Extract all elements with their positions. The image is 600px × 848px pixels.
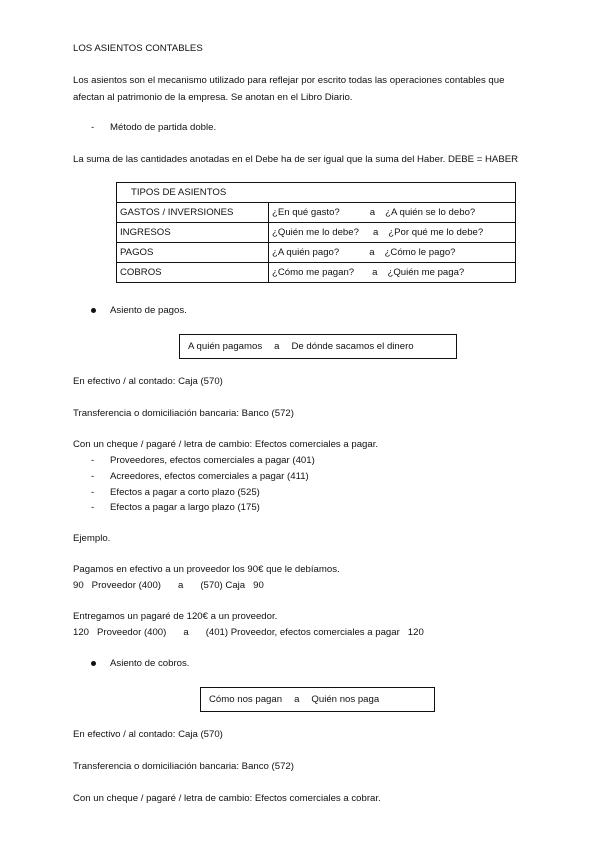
box-right-text: Quién nos paga bbox=[311, 694, 380, 705]
entry-amount-credit: 120 bbox=[407, 627, 424, 638]
example-2-text: Entregamos un pagaré de 120€ a un proveedor. bbox=[73, 611, 278, 622]
intro-paragraph-line-2: afectan al patrimonio de la empresa. Se anotan en el Libro Diario. bbox=[73, 92, 353, 103]
entry-credit: (570) Caja bbox=[200, 580, 246, 591]
pagos-formula-box bbox=[179, 334, 457, 359]
tipos-asientos-table bbox=[116, 182, 516, 283]
list-item: Efectos a pagar a corto plazo (525) bbox=[110, 487, 260, 498]
question-a: a bbox=[372, 227, 379, 238]
pagos-efectivo: En efectivo / al contado: Caja (570) bbox=[73, 376, 223, 387]
question-a: a bbox=[372, 267, 378, 278]
question-left: ¿En qué gasto? bbox=[272, 207, 340, 218]
question-right: ¿A quién se lo debo? bbox=[385, 207, 476, 218]
table-header: TIPOS DE ASIENTOS bbox=[117, 183, 516, 203]
box-left-text: A quién pagamos bbox=[188, 341, 263, 352]
entry-a: a bbox=[183, 627, 189, 638]
intro-paragraph-line-1: Los asientos son el mecanismo utilizado para reflejar por escrito todas las operaciones contables que bbox=[73, 75, 505, 86]
row-questions bbox=[269, 263, 516, 283]
asiento-pagos-heading: Asiento de pagos. bbox=[110, 305, 187, 316]
entry-amount: 120 bbox=[73, 627, 90, 638]
debe-haber-rule: La suma de las cantidades anotadas en el Debe ha de ser igual que la suma del Haber. DEBE = HABER bbox=[73, 154, 519, 165]
example-1-entry bbox=[73, 580, 264, 591]
pagos-transferencia: Transferencia o domiciliación bancaria: Banco (572) bbox=[73, 408, 294, 419]
list-item: Acreedores, efectos comerciales a pagar (411) bbox=[110, 471, 309, 482]
row-type: PAGOS bbox=[117, 243, 269, 263]
entry-debit: Proveedor (400) bbox=[97, 627, 167, 638]
entry-a: a bbox=[178, 580, 184, 591]
entry-debit: Proveedor (400) bbox=[91, 580, 161, 591]
table-row bbox=[117, 263, 516, 283]
dash-bullet: - bbox=[91, 455, 95, 466]
bullet-icon bbox=[91, 308, 96, 313]
table-row bbox=[117, 203, 516, 223]
partida-doble-item: Método de partida doble. bbox=[110, 122, 217, 133]
entry-amount: 90 bbox=[73, 580, 84, 591]
table-row bbox=[117, 243, 516, 263]
ejemplo-label: Ejemplo. bbox=[73, 533, 111, 544]
row-type: COBROS bbox=[117, 263, 269, 283]
box-a-text: a bbox=[274, 341, 280, 352]
question-right: ¿Cómo le pago? bbox=[384, 247, 456, 258]
box-left-text: Cómo nos pagan bbox=[209, 694, 283, 705]
question-a: a bbox=[369, 247, 375, 258]
table-header-row bbox=[117, 183, 516, 203]
asiento-cobros-heading: Asiento de cobros. bbox=[110, 658, 190, 669]
box-a-text: a bbox=[294, 694, 300, 705]
question-left: ¿Cómo me pagan? bbox=[272, 267, 355, 278]
dash-bullet: - bbox=[91, 487, 95, 498]
cobros-transferencia: Transferencia o domiciliación bancaria: Banco (572) bbox=[73, 761, 294, 772]
row-questions bbox=[269, 203, 516, 223]
row-type: INGRESOS bbox=[117, 223, 269, 243]
question-right: ¿Quién me paga? bbox=[387, 267, 465, 278]
page-title: LOS ASIENTOS CONTABLES bbox=[73, 43, 203, 54]
question-left: ¿A quién pago? bbox=[272, 247, 340, 258]
cobros-formula-box bbox=[200, 687, 435, 712]
pagos-cheque: Con un cheque / pagaré / letra de cambio: Efectos comerciales a pagar. bbox=[73, 439, 379, 450]
dash-bullet: - bbox=[91, 122, 95, 133]
question-left: ¿Quién me lo debe? bbox=[272, 227, 359, 238]
entry-amount-credit: 90 bbox=[253, 580, 264, 591]
row-questions bbox=[269, 223, 516, 243]
table-row bbox=[117, 223, 516, 243]
list-item: Proveedores, efectos comerciales a pagar (401) bbox=[110, 455, 315, 466]
bullet-icon bbox=[91, 661, 96, 666]
question-a: a bbox=[369, 207, 376, 218]
row-questions bbox=[269, 243, 516, 263]
cobros-cheque: Con un cheque / pagaré / letra de cambio: Efectos comerciales a cobrar. bbox=[73, 793, 381, 804]
entry-credit: (401) Proveedor, efectos comerciales a pagar bbox=[205, 627, 400, 638]
example-2-entry bbox=[73, 627, 424, 638]
list-item: Efectos a pagar a largo plazo (175) bbox=[110, 502, 260, 513]
row-type: GASTOS / INVERSIONES bbox=[117, 203, 269, 223]
dash-bullet: - bbox=[91, 502, 95, 513]
question-right: ¿Por qué me lo debe? bbox=[388, 227, 484, 238]
dash-bullet: - bbox=[91, 471, 95, 482]
cobros-efectivo: En efectivo / al contado: Caja (570) bbox=[73, 729, 223, 740]
box-right-text: De dónde sacamos el dinero bbox=[291, 341, 414, 352]
example-1-text: Pagamos en efectivo a un proveedor los 90€ que le debíamos. bbox=[73, 564, 340, 575]
